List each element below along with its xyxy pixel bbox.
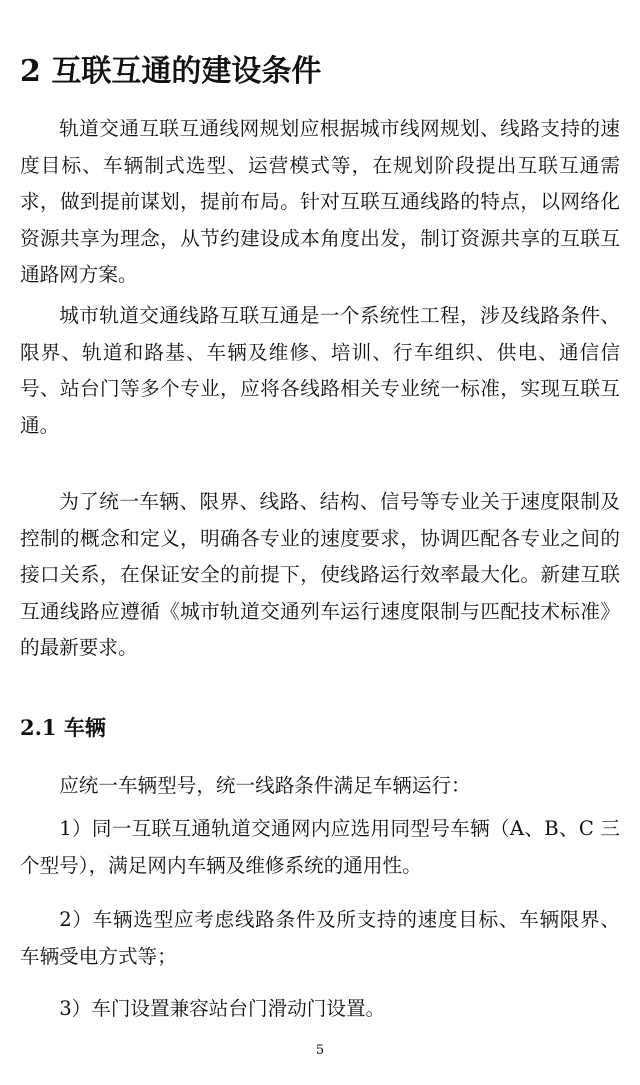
list-item: 3）车门设置兼容站台门滑动门设置。 bbox=[59, 997, 386, 1020]
paragraph: 应统一车辆型号，统一线路条件满足车辆运行： bbox=[59, 774, 471, 797]
subsection-heading: 2.1 车辆 bbox=[20, 715, 106, 740]
list-item: 1）同一互联互通轨道交通网内应选用同型号车辆（A、B、C 三个型号），满足网内车辆及维修系统的通用性。 bbox=[20, 817, 620, 877]
page-number: 5 bbox=[315, 1043, 325, 1058]
paragraph: 城市轨道交通线路互联互通是一个系统性工程，涉及线路条件、限界、轨道和路基、车辆及维修、培训、行车组织、供电、通信信号、站台门等多个专业，应将各线路相关专业统一标准，实现互联互通。 bbox=[20, 304, 620, 437]
paragraph: 为了统一车辆、限界、线路、结构、信号等专业关于速度限制及控制的概念和定义，明确各专业的速度要求，协调匹配各专业之间的接口关系，在保证安全的前提下，使线路运行效率最大化。新建互联互通线路应遵循《城市轨道交通列车运行速度限制与匹配技术标准》的最新要求。 bbox=[20, 490, 620, 659]
section-heading: 2 互联互通的建设条件 bbox=[20, 54, 322, 89]
list-item: 2）车辆选型应考虑线路条件及所支持的速度目标、车辆限界、车辆受电方式等； bbox=[20, 908, 620, 968]
paragraph: 轨道交通互联互通线网规划应根据城市线网规划、线路支持的速度目标、车辆制式选型、运营模式等，在规划阶段提出互联互通需求，做到提前谋划，提前布局。针对互联互通线路的特点，以网络化资源共享为理念，从节约建设成本角度出发，制订资源共享的互联互通路网方案。 bbox=[20, 117, 620, 286]
